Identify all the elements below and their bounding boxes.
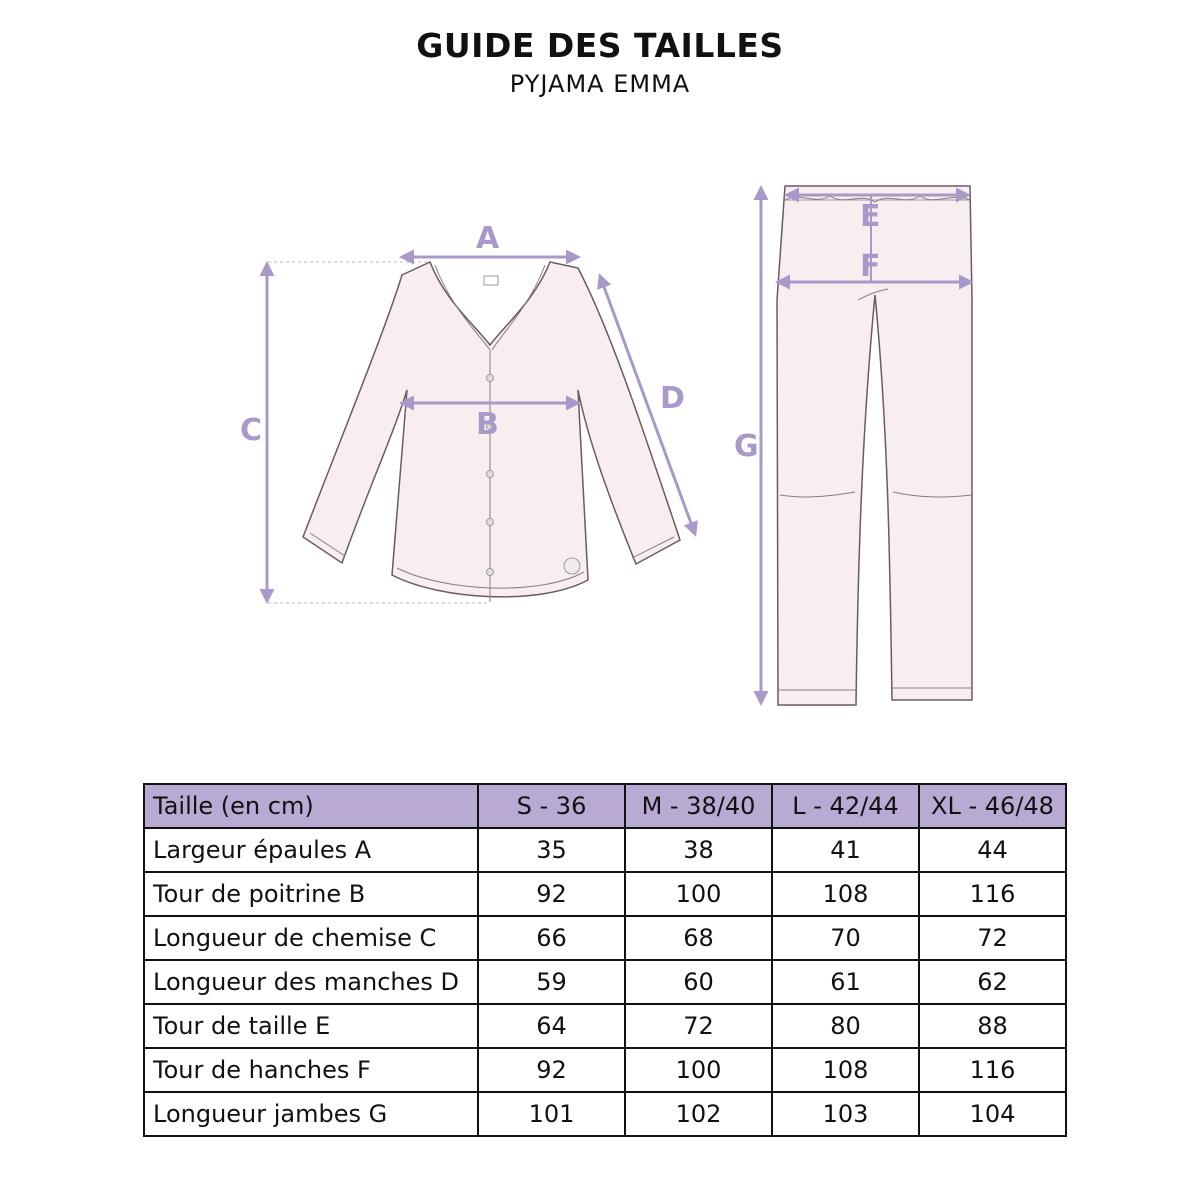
table-cell: 59 bbox=[478, 960, 625, 1004]
table-cell: 100 bbox=[625, 872, 772, 916]
table-row bbox=[144, 960, 1066, 1004]
table-cell: 41 bbox=[772, 828, 919, 872]
row-label: Longueur des manches D bbox=[144, 960, 478, 1004]
table-cell: 35 bbox=[478, 828, 625, 872]
label-e: E bbox=[860, 199, 881, 234]
label-f: F bbox=[860, 249, 881, 284]
label-a: A bbox=[476, 221, 500, 256]
table-header-cell: Taille (en cm) bbox=[144, 784, 478, 828]
logo-patch-icon bbox=[564, 558, 580, 574]
row-label: Largeur épaules A bbox=[144, 828, 478, 872]
table-row bbox=[144, 828, 1066, 872]
table-cell: 72 bbox=[625, 1004, 772, 1048]
row-label: Longueur de chemise C bbox=[144, 916, 478, 960]
table-cell: 108 bbox=[772, 1048, 919, 1092]
table-cell: 70 bbox=[772, 916, 919, 960]
row-label: Tour de poitrine B bbox=[144, 872, 478, 916]
table-cell: 92 bbox=[478, 872, 625, 916]
row-label: Longueur jambes G bbox=[144, 1092, 478, 1136]
table-cell: 60 bbox=[625, 960, 772, 1004]
table-cell: 61 bbox=[772, 960, 919, 1004]
page-title: GUIDE DES TAILLES bbox=[416, 26, 784, 65]
row-label: Tour de hanches F bbox=[144, 1048, 478, 1092]
table-cell: 80 bbox=[772, 1004, 919, 1048]
table-header-row bbox=[144, 784, 1066, 828]
table-cell: 72 bbox=[919, 916, 1066, 960]
label-g: G bbox=[734, 429, 759, 464]
label-b: B bbox=[476, 407, 499, 442]
table-cell: 103 bbox=[772, 1092, 919, 1136]
table-header-cell: M - 38/40 bbox=[625, 784, 772, 828]
button-icon bbox=[487, 519, 494, 526]
table-cell: 104 bbox=[919, 1092, 1066, 1136]
table-cell: 92 bbox=[478, 1048, 625, 1092]
table-header-cell: L - 42/44 bbox=[772, 784, 919, 828]
button-icon bbox=[487, 471, 494, 478]
table-cell: 116 bbox=[919, 872, 1066, 916]
table-cell: 102 bbox=[625, 1092, 772, 1136]
button-icon bbox=[487, 375, 494, 382]
table-cell: 64 bbox=[478, 1004, 625, 1048]
page-subtitle: PYJAMA EMMA bbox=[509, 70, 691, 98]
table-cell: 101 bbox=[478, 1092, 625, 1136]
label-d: D bbox=[660, 381, 685, 416]
table-cell: 68 bbox=[625, 916, 772, 960]
table-cell: 62 bbox=[919, 960, 1066, 1004]
button-icon bbox=[487, 569, 494, 576]
table-cell: 88 bbox=[919, 1004, 1066, 1048]
table-cell: 38 bbox=[625, 828, 772, 872]
table-cell: 66 bbox=[478, 916, 625, 960]
row-label: Tour de taille E bbox=[144, 1004, 478, 1048]
table-row bbox=[144, 1092, 1066, 1136]
table-header-cell: S - 36 bbox=[478, 784, 625, 828]
table-cell: 100 bbox=[625, 1048, 772, 1092]
table-cell: 44 bbox=[919, 828, 1066, 872]
table-row bbox=[144, 1004, 1066, 1048]
table-cell: 116 bbox=[919, 1048, 1066, 1092]
table-cell: 108 bbox=[772, 872, 919, 916]
size-table bbox=[143, 783, 1067, 1137]
table-row bbox=[144, 916, 1066, 960]
table-header-cell: XL - 46/48 bbox=[919, 784, 1066, 828]
table-row bbox=[144, 1048, 1066, 1092]
label-c: C bbox=[240, 413, 263, 448]
table-row bbox=[144, 872, 1066, 916]
